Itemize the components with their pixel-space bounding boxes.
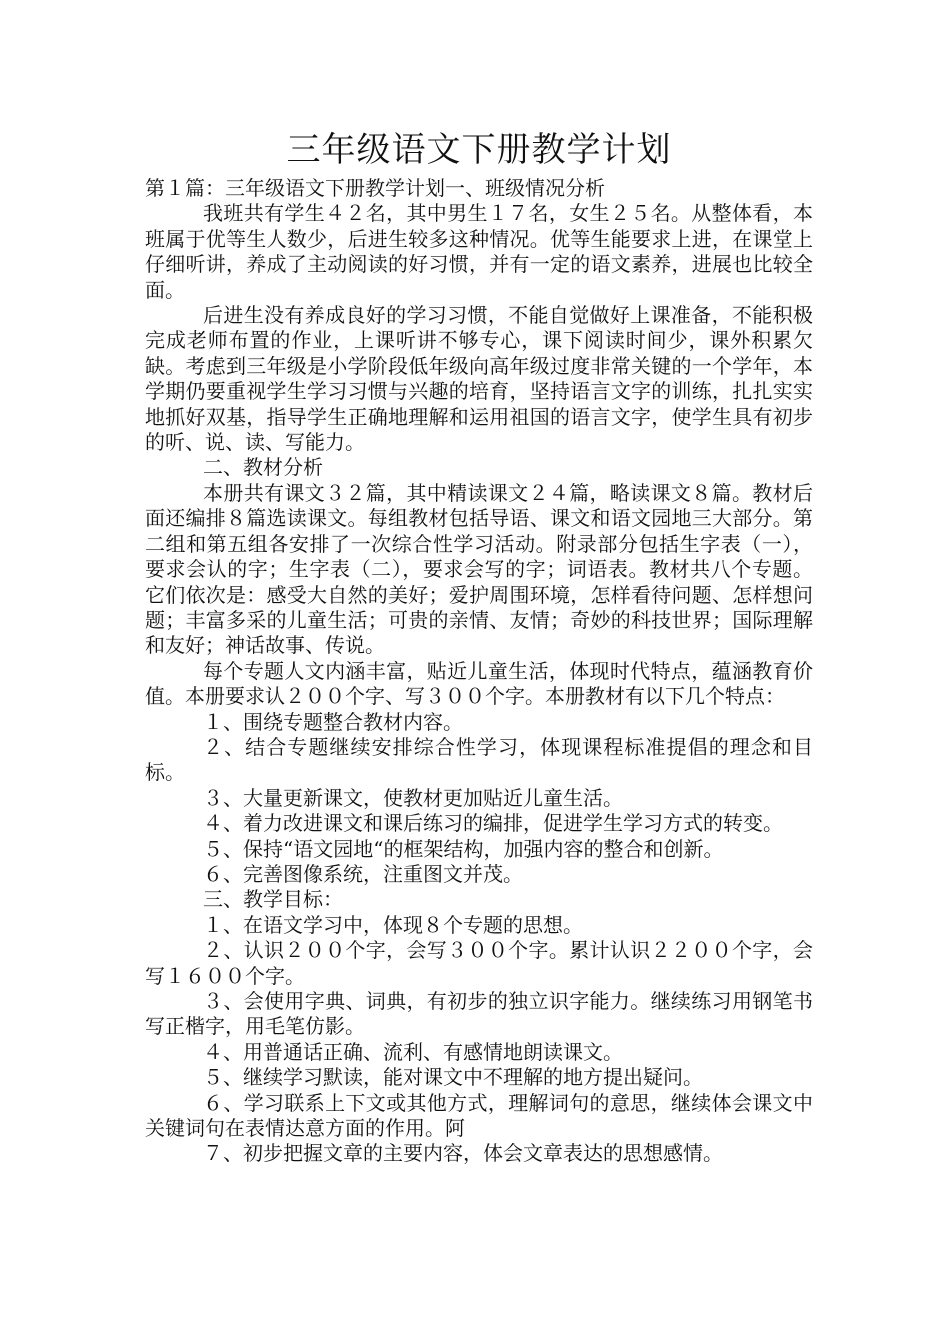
document-body bbox=[145, 128, 813, 1167]
paragraph: ３、大量更新课文，使教材更加贴近儿童生活。 bbox=[203, 785, 623, 810]
paragraph: ２、结合专题继续安排综合性学习，体现课程标准提倡的理念和目标。 bbox=[145, 734, 813, 785]
paragraph: ２、认识２００个字，会写３００个字。累计认识２２００个字，会写１６００个字。 bbox=[145, 938, 813, 988]
paragraph: ４、用普通话正确、流利、有感情地朗读课文。 bbox=[203, 1039, 623, 1064]
paragraph: 后进生没有养成良好的学习习惯，不能自觉做好上课准备，不能积极完成老师布置的作业，上课听讲不够专心，课下阅读时间少，课外积累欠缺。考虑到三年级是小学阶段低年级向高年级过度非常关键的一个学年，本学期仍要重视学生学习习惯与兴趣的培育，坚持语言文字的训练，扎扎实实地抓好双基，指导学生正确地理解和运用祖国的语言文字，使学生具有初步的听、说、读、写能力。 bbox=[145, 303, 813, 455]
paragraph: ６、完善图像系统，注重图文并茂。 bbox=[203, 861, 523, 886]
paragraph: 每个专题人文内涵丰富，贴近儿童生活，体现时代特点，蕴涵教育价值。本册要求认２００个字、写３００个字。本册教材有以下几个特点： bbox=[145, 658, 813, 709]
paragraph: ４、着力改进课文和课后练习的编排，促进学生学习方式的转变。 bbox=[203, 811, 783, 836]
paragraph: ６、学习联系上下文或其他方式，理解词句的意思，继续体会课文中关键词句在表情达意方面的作用。阿 bbox=[145, 1090, 813, 1141]
paragraph: １、围绕专题整合教材内容。 bbox=[203, 709, 463, 734]
paragraph: ７、初步把握文章的主要内容，体会文章表达的思想感情。 bbox=[203, 1141, 723, 1166]
paragraph: ３、会使用字典、词典，有初步的独立识字能力。继续练习用钢笔书写正楷字，用毛笔仿影。 bbox=[145, 989, 813, 1039]
paragraph: 本册共有课文３２篇，其中精读课文２４篇，略读课文８篇。教材后面还编排８篇选读课文。每组教材包括导语、课文和语文园地三大部分。第二组和第五组各安排了一次综合性学习活动。附录部分包括生字表（一），要求会认的字；生字表（二），要求会写的字；词语表。教材共八个专题。它们依次是：感受大自然的美好；爱护周围环境，怎样看待问题、怎样想问题；丰富多采的儿童生活；可贵的亲情、友情；奇妙的科技世界；国际理解和友好；神话故事、传说。 bbox=[145, 480, 813, 658]
paragraph: ５、继续学习默读，能对课文中不理解的地方提出疑问。 bbox=[203, 1065, 703, 1090]
paragraph: 我班共有学生４２名，其中男生１７名，女生２５名。从整体看，本班属于优等生人数少，后进生较多这种情况。优等生能要求上进，在课堂上仔细听讲，养成了主动阅读的好习惯，并有一定的语文素养，进展也比较全面。 bbox=[145, 201, 813, 302]
document-title: 三年级语文下册教学计划 bbox=[286, 130, 672, 170]
paragraph: 二、教材分析 bbox=[203, 455, 323, 480]
paragraph: 第１篇：三年级语文下册教学计划一、班级情况分析 bbox=[145, 176, 605, 200]
paragraph-list bbox=[145, 176, 813, 1167]
paragraph: ５、保持“语文园地“的框架结构，加强内容的整合和创新。 bbox=[203, 836, 724, 861]
paragraph: １、在语文学习中，体现８个专题的思想。 bbox=[203, 912, 583, 937]
paragraph: 三、教学目标： bbox=[203, 887, 343, 912]
